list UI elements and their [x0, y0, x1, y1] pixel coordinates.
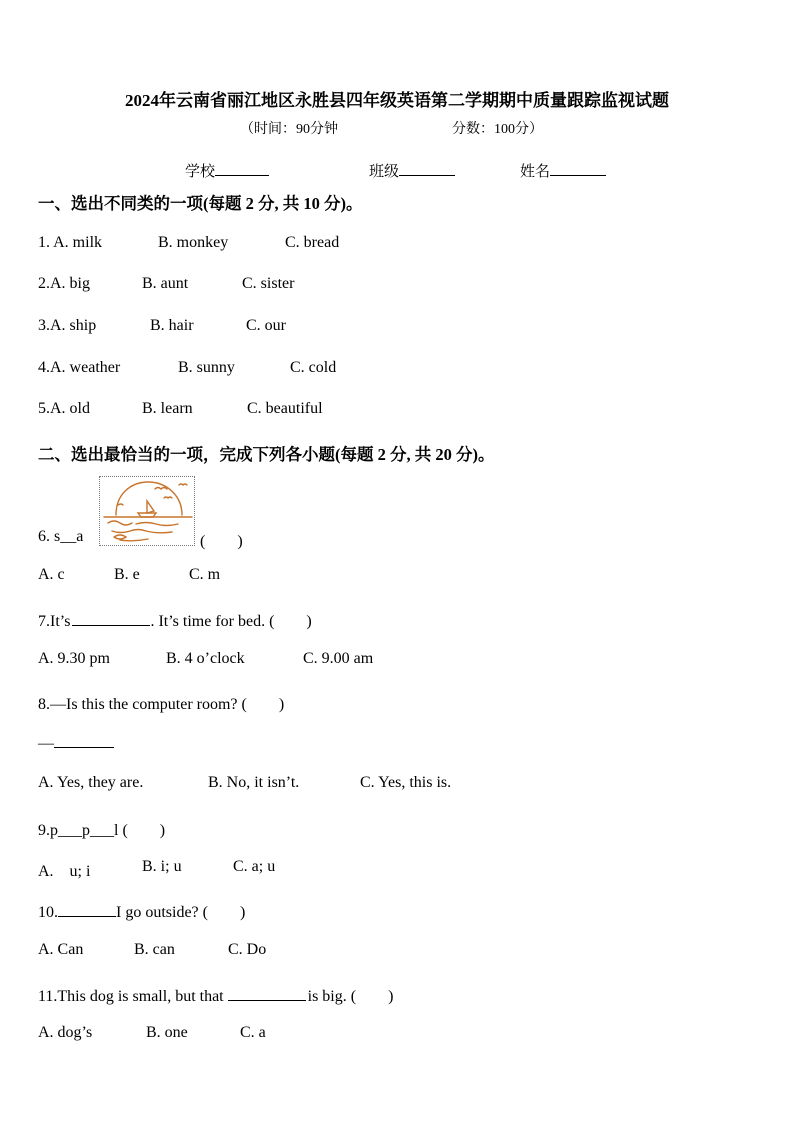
q10-prompt: I go outside? ( )	[116, 904, 246, 921]
question-8-answer-line	[38, 733, 738, 753]
q2-option-b: B. aunt	[142, 275, 189, 292]
q6-answer-paren[interactable]: ( )	[200, 533, 243, 550]
question-8	[38, 691, 738, 711]
q2-option-c: C. sister	[242, 275, 295, 292]
question-6-options	[38, 566, 738, 586]
question-8-options	[38, 774, 738, 794]
q4-option-c: C. cold	[290, 359, 337, 376]
q9-option-c: C. a; u	[233, 858, 276, 875]
q10-blank[interactable]	[58, 902, 116, 917]
class-label: 班级	[369, 164, 400, 180]
question-row-5	[38, 400, 738, 420]
q3-option-b: B. hair	[150, 317, 194, 334]
question-row-3	[38, 317, 738, 337]
q11-option-c: C. a	[240, 1024, 266, 1041]
question-row-1	[38, 234, 738, 254]
q8-option-a: A. Yes, they are.	[38, 774, 144, 791]
question-11	[38, 983, 738, 1003]
q2-option-a: 2.A. big	[38, 275, 90, 292]
q10-number: 10.	[38, 904, 58, 921]
q6-option-b: B. e	[114, 566, 140, 583]
q7-option-b: B. 4 o’clock	[166, 650, 245, 667]
q8-blank[interactable]	[54, 733, 114, 748]
q1-option-a: 1. A. milk	[38, 234, 103, 251]
section1-heading: 一、选出不同类的一项(每题 2 分, 共 10 分)。	[38, 194, 363, 213]
q9-option-a: A. u; i	[38, 863, 91, 880]
class-blank[interactable]	[399, 161, 455, 176]
q10-option-b: B. can	[134, 941, 175, 958]
q7-blank[interactable]	[72, 611, 150, 626]
school-blank[interactable]	[215, 161, 269, 176]
question-11-options	[38, 1024, 738, 1044]
q11-blank[interactable]	[228, 986, 306, 1001]
q5-option-b: B. learn	[142, 400, 193, 417]
q9-option-b: B. i; u	[142, 858, 182, 875]
q8-option-b: B. No, it isn’t.	[208, 774, 300, 791]
section2-heading: 二、选出最恰当的一项，完成下列各小题(每题 2 分, 共 20 分)。	[38, 445, 495, 464]
q10-option-c: C. Do	[228, 941, 267, 958]
q11-prompt-start: 11.This dog is small, but that	[38, 988, 224, 1005]
question-row-4	[38, 359, 738, 379]
name-blank[interactable]	[550, 161, 606, 176]
page-title: 2024年云南省丽江地区永胜县四年级英语第二学期期中质量跟踪监视试题	[125, 91, 669, 110]
q5-option-a: 5.A. old	[38, 400, 90, 417]
q8-dash: —	[38, 735, 54, 752]
question-7-options	[38, 650, 738, 670]
q8-prompt: 8.—Is this the computer room? ( )	[38, 696, 285, 713]
question-10-options	[38, 941, 738, 961]
question-row-2	[38, 275, 738, 295]
exam-score: 分数：100分）	[452, 122, 543, 137]
question-6	[38, 528, 738, 548]
question-9-options	[38, 858, 738, 878]
q7-option-c: C. 9.00 am	[303, 650, 374, 667]
q7-option-a: A. 9.30 pm	[38, 650, 110, 667]
name-label: 姓名	[520, 164, 551, 180]
q11-prompt-end: is big. ( )	[307, 988, 394, 1005]
q6-prompt: 6. s__a	[38, 528, 84, 545]
q7-prompt-end: . It’s time for bed. ( )	[150, 613, 312, 630]
q6-option-a: A. c	[38, 566, 65, 583]
q4-option-b: B. sunny	[178, 359, 235, 376]
q3-option-a: 3.A. ship	[38, 317, 97, 334]
class-field[interactable]	[369, 160, 455, 181]
q5-option-c: C. beautiful	[247, 400, 323, 417]
q4-option-a: 4.A. weather	[38, 359, 121, 376]
school-field[interactable]	[185, 160, 269, 181]
q10-option-a: A. Can	[38, 941, 84, 958]
q1-option-c: C. bread	[285, 234, 340, 251]
q8-option-c: C. Yes, this is.	[360, 774, 452, 791]
q6-option-c: C. m	[189, 566, 221, 583]
question-10	[38, 899, 738, 919]
question-9	[38, 817, 738, 837]
q3-option-c: C. our	[246, 317, 286, 334]
exam-time: （时间：90分钟	[240, 122, 338, 137]
q1-option-b: B. monkey	[158, 234, 229, 251]
school-label: 学校	[185, 164, 216, 180]
question-7	[38, 608, 738, 628]
q11-option-a: A. dog’s	[38, 1024, 93, 1041]
q9-prompt: 9.p___p___l ( )	[38, 822, 166, 839]
q11-option-b: B. one	[146, 1024, 188, 1041]
name-field[interactable]	[520, 160, 606, 181]
q7-prompt-start: 7.It’s	[38, 613, 71, 630]
